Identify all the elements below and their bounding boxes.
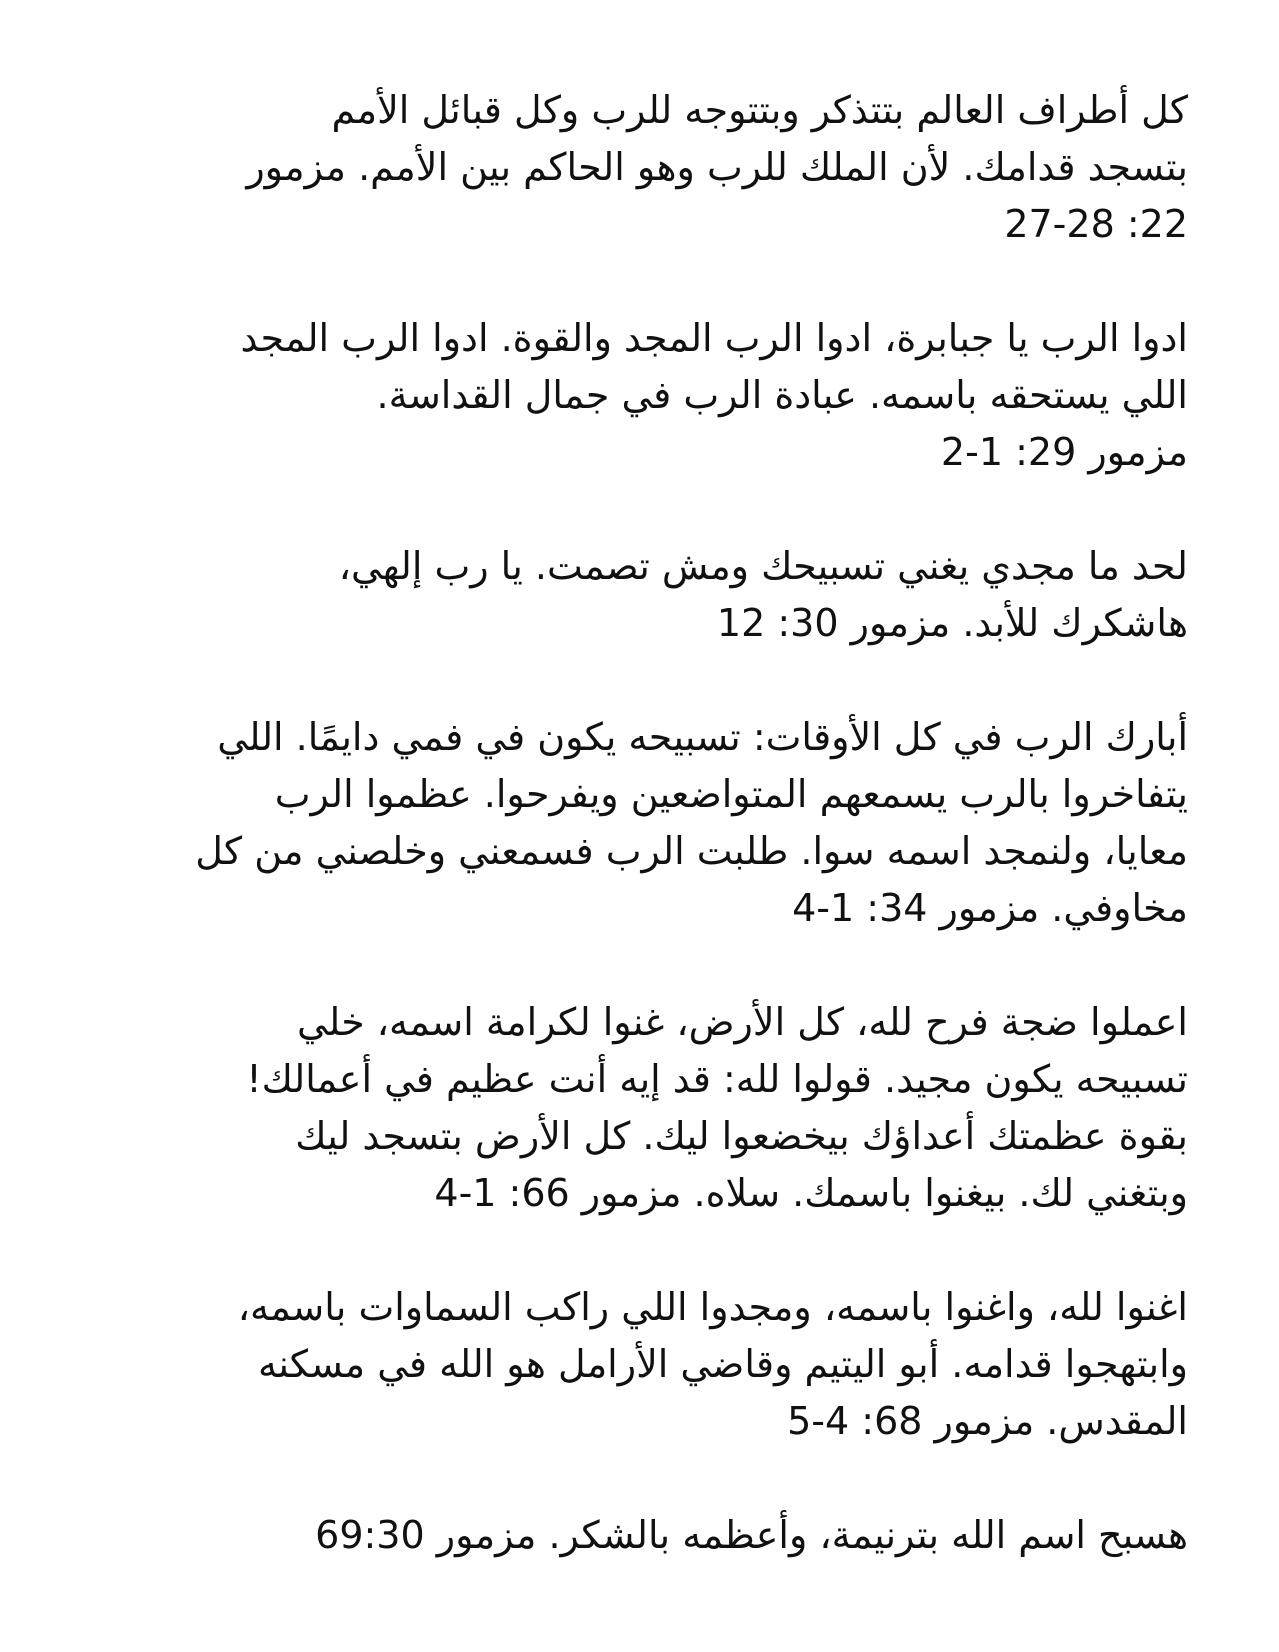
verse-paragraph bbox=[88, 310, 1188, 481]
text-line: هاشكرك للأبد. مزمور 30: 12 bbox=[716, 601, 1188, 645]
verse-paragraph bbox=[88, 994, 1188, 1222]
text-line: يتفاخروا بالرب يسمعهم المتواضعين ويفرحوا. عظموا الرب bbox=[274, 772, 1188, 816]
text-line: بتسجد قدامك. لأن الملك للرب وهو الحاكم بين الأمم. مزمور bbox=[246, 145, 1188, 189]
text-line: اعملوا ضجة فرح لله، كل الأرض، غنوا لكرامة اسمه، خلي bbox=[296, 1000, 1188, 1044]
text-line: تسبيحه يكون مجيد. قولوا لله: قد إيه أنت عظيم في أعمالك! bbox=[246, 1057, 1188, 1101]
text-line: اغنوا لله، واغنوا باسمه، ومجدوا اللي راكب السماوات باسمه، bbox=[237, 1285, 1188, 1329]
text-line: وبتغني لك. بيغنوا باسمك. سلاه. مزمور 66: 1-4 bbox=[434, 1171, 1188, 1215]
text-line: المقدس. مزمور 68: 4-5 bbox=[787, 1399, 1188, 1443]
document-page bbox=[88, 82, 1188, 1621]
text-line: كل أطراف العالم بتتذكر وبتتوجه للرب وكل قبائل الأمم bbox=[331, 88, 1188, 132]
verse-paragraph bbox=[88, 1507, 1188, 1564]
text-line: معايا، ولنمجد اسمه سوا. طلبت الرب فسمعني وخلصني من كل bbox=[195, 829, 1188, 873]
verse-paragraph bbox=[88, 538, 1188, 652]
text-line: وابتهجوا قدامه. أبو اليتيم وقاضي الأرامل هو الله في مسكنه bbox=[258, 1342, 1188, 1386]
text-line: لحد ما مجدي يغني تسبيحك ومش تصمت. يا رب إلهي، bbox=[338, 544, 1188, 588]
text-line: اللي يستحقه باسمه. عبادة الرب في جمال القداسة. bbox=[376, 373, 1188, 417]
text-line: مخاوفي. مزمور 34: 1-4 bbox=[792, 886, 1188, 930]
text-line: 22: 27-28 bbox=[1004, 202, 1188, 246]
text-line: أبارك الرب في كل الأوقات: تسبيحه يكون في فمي دايمًا. اللي bbox=[217, 715, 1188, 759]
verse-paragraph bbox=[88, 82, 1188, 253]
text-line: بقوة عظمتك أعداؤك بيخضعوا ليك. كل الأرض بتسجد ليك bbox=[295, 1114, 1188, 1158]
text-line: هسبح اسم الله بترنيمة، وأعظمه بالشكر. مزمور 69:30 bbox=[315, 1513, 1188, 1557]
text-line: ادوا الرب يا جبابرة، ادوا الرب المجد والقوة. ادوا الرب المجد bbox=[240, 316, 1188, 360]
verse-paragraph bbox=[88, 709, 1188, 937]
verse-paragraph bbox=[88, 1279, 1188, 1450]
text-line: مزمور 29: 1-2 bbox=[940, 430, 1188, 474]
